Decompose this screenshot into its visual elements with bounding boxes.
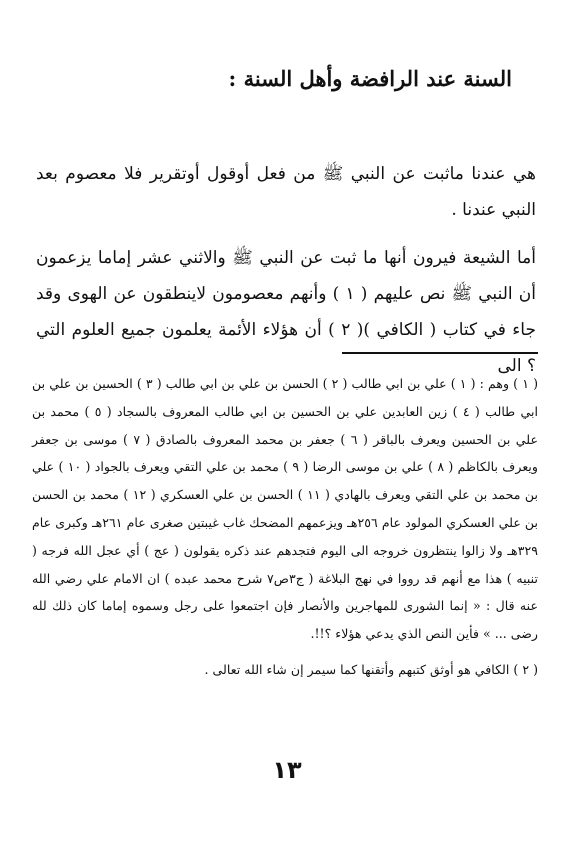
paragraph-definition: هي عندنا ماثبت عن النبي ﷺ من فعل أوقول أوتقرير فلا معصوم بعد النبي عندنا . bbox=[36, 164, 536, 220]
paragraph-shia-view: أما الشيعة فيرون أنها ما ثبت عن النبي ﷺ والاثني عشر إماما يزعمون أن النبي ﷺ نص عليهم ( ١ ) وأنهم معصومون لاينطقون عن الهوى وقد جاء في كتاب ( الكافي )( ٢ ) أن هؤلاء الأئمة يعلمون جميع العلوم التي ؟ الى bbox=[36, 248, 536, 376]
footnotes bbox=[32, 370, 538, 684]
page-number: ١٣ bbox=[272, 756, 302, 784]
section-heading: السنة عند الرافضة وأهل السنة : bbox=[228, 66, 512, 91]
footnote-1: ( ١ ) وهم : ( ١ ) علي بن ابي طالب ( ٢ ) الحسن بن علي بن ابي طالب ( ٣ ) الحسين بن علي بن ابي طالب ( ٤ ) زين العابدين علي بن الحسين بن ابي طالب المعروف بالسجاد ( ٥ ) محمد بن علي بن الحسين ويعرف بالباقر ( ٦ ) جعفر بن محمد المعروف بالصادق ( ٧ ) موسى بن جعفر ويعرف بالكاظم ( ٨ ) علي بن موسى الرضا ( ٩ ) محمد بن علي التقي ويعرف بالجواد ( ١٠ ) علي بن محمد بن علي التقي ويعرف بالهادي ( ١١ ) الحسن بن علي العسكري ( ١٢ ) محمد بن الحسن بن علي العسكري المولود عام ٢٥٦هـ ويزعمهم المضحك غاب غيبتين صغرى عام ٢٦١هـ وكبرى عام ٣٢٩هـ ولا زالوا ينتظرون خروجه الى اليوم فتجدهم عند ذكره يقولون ( عج ) أي عجل الله فرجه ( تنبيه ) هذا مع أنهم قد رووا في نهج البلاغة ( ج٣ص٧ شرح محمد عبده ) ان الامام علي رضي الله عنه قال : « إنما الشورى للمهاجرين والأنصار فإن اجتمعوا على رجل وسموه إماما كان ذلك لله رضى ... » فأين النص الذي يدعي هؤلاء ؟!!. bbox=[32, 376, 538, 642]
main-text bbox=[36, 156, 536, 384]
footnote-divider bbox=[342, 352, 538, 354]
footnote-2: ( ٢ ) الكافي هو أوثق كتبهم وأتقنها كما سيمر إن شاء الله تعالى . bbox=[204, 661, 538, 677]
